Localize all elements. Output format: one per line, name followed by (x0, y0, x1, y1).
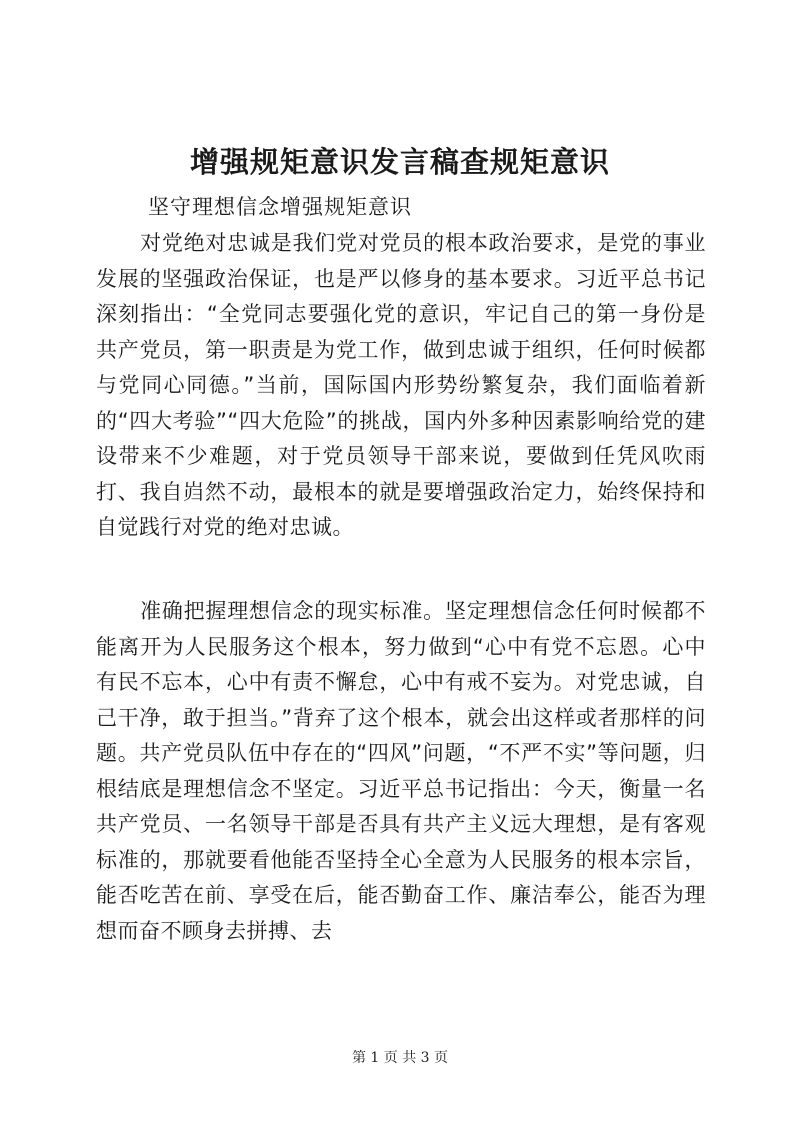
body-paragraph-1: 对党绝对忠诚是我们党对党员的根本政治要求，是党的事业发展的坚强政治保证，也是严以修身的基本要求。习近平总书记深刻指出：“全党同志要强化党的意识，牢记自己的第一身份是共产党员，第一职责是为党工作，做到忠诚于组织，任何时候都与党同心同德。”当前，国际国内形势纷繁复杂，我们面临着新的“四大考验”“四大危险”的挑战，国内外多种因素影响给党的建设带来不少难题，对于党员领导干部来说，要做到任凭风吹雨打、我自岿然不动，最根本的就是要增强政治定力，始终保持和自觉践行对党的绝对忠诚。 (96, 231, 706, 539)
document-subtitle: 坚守理想信念增强规矩意识 (148, 195, 412, 219)
page-footer: 第 1 页 共 3 页 (351, 1050, 449, 1066)
body-paragraph-2: 准确把握理想信念的现实标准。坚定理想信念任何时候都不能离开为人民服务这个根本，努力做到“心中有党不忘恩。心中有民不忘本，心中有责不懈怠，心中有戒不妄为。对党忠诚，自己干净，敢于担当。”背弃了这个根本，就会出这样或者那样的问题。共产党员队伍中存在的“四风”问题，“不严不实”等问题，归根结底是理想信念不坚定。习近平总书记指出：今天，衡量一名共产党员、一名领导干部是否具有共产主义远大理想，是有客观标准的，那就要看他能否坚持全心全意为人民服务的根本宗旨，能否吃苦在前、享受在后，能否勤奋工作、廉洁奉公，能否为理想而奋不顾身去拼搏、去 (96, 599, 706, 943)
document-title: 增强规矩意识发言稿查规矩意识 (189, 145, 610, 179)
